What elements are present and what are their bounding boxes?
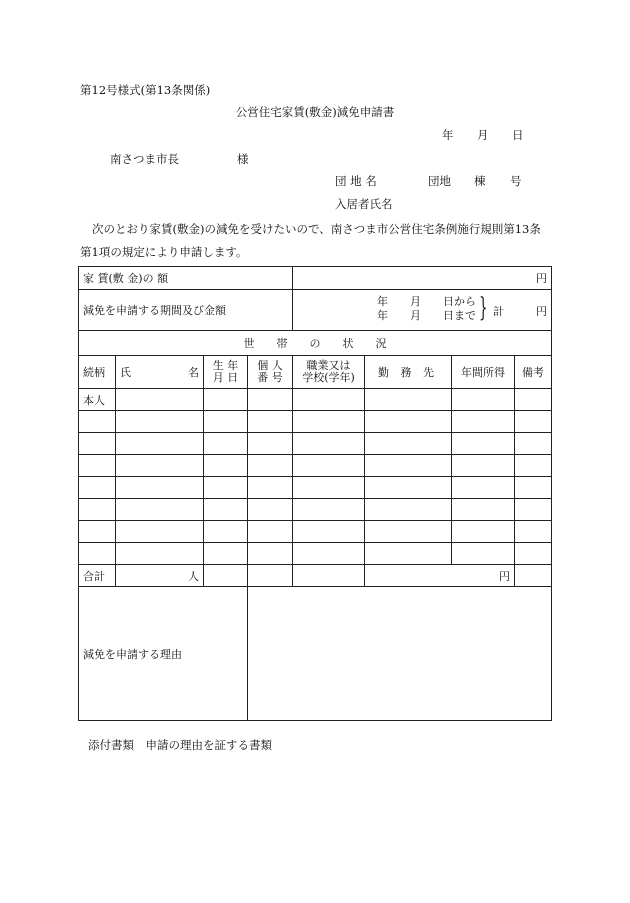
rent-amount-label: 家 賃(敷 金)の 額 <box>79 267 293 290</box>
period-to-day: 日まで <box>443 309 477 322</box>
building-label: 棟 <box>474 174 486 188</box>
col-name-right: 名 <box>188 366 199 379</box>
total-label: 計 <box>493 305 505 318</box>
danchi-name-label: 団 地 名 <box>335 174 377 188</box>
household-header-row <box>79 331 552 356</box>
col-id-top: 個 人 <box>257 359 283 372</box>
document-title: 公営住宅家賃(敷金)減免申請書 <box>235 105 395 119</box>
room-number-label: 号 <box>510 174 522 188</box>
col-workplace: 勤 務 先 <box>365 356 452 389</box>
table-row[interactable] <box>79 499 552 521</box>
reduction-period-field[interactable] <box>293 290 552 331</box>
col-name-left: 氏 <box>120 366 131 379</box>
col-birthdate <box>204 356 248 389</box>
period-dates <box>377 295 476 323</box>
reduction-period-row <box>79 290 552 331</box>
col-annual-income: 年間所得 <box>452 356 515 389</box>
col-occupation <box>293 356 365 389</box>
rent-amount-field[interactable] <box>293 267 552 290</box>
period-to-year: 年 <box>377 309 389 322</box>
reason-field[interactable] <box>248 587 552 721</box>
total-row-label: 合計 <box>79 565 116 587</box>
application-statement: 次のとおり家賃(敷金)の減免を受けたいので、南さつま市公営住宅条例施行規則第13条第1項の規定により申請します。 <box>80 222 541 259</box>
col-job-top: 職業又は <box>306 359 351 372</box>
date-year-label: 年 <box>442 128 454 142</box>
persons-unit: 人 <box>188 569 199 583</box>
date-day-label: 日 <box>512 128 524 142</box>
period-yen-unit: 円 <box>536 305 548 318</box>
period-from-day: 日から <box>443 295 477 308</box>
period-from-month: 月 <box>410 295 422 308</box>
col-birth-top: 生 年 <box>212 359 239 372</box>
resident-name-label: 入居者氏名 <box>335 197 393 211</box>
col-job-bottom: 学校(学年) <box>302 371 355 384</box>
addressee <box>110 151 249 167</box>
household-status-header: 世 帯 の 状 況 <box>79 331 552 356</box>
danchi-label: 団地 <box>428 174 451 188</box>
table-row[interactable] <box>79 433 552 455</box>
period-to-month: 月 <box>410 309 422 322</box>
mayor-title: 南さつま市長 <box>110 152 179 166</box>
reduction-period-label: 減免を申請する期間及び金額 <box>79 290 293 331</box>
brace-icon: } <box>479 293 488 323</box>
rent-amount-row <box>79 267 552 290</box>
yen-unit: 円 <box>536 272 548 285</box>
col-relation: 続柄 <box>79 356 116 389</box>
date-month-label: 月 <box>477 128 489 142</box>
column-header-row <box>79 356 552 389</box>
col-birth-bottom: 月 日 <box>212 371 239 384</box>
total-row <box>79 565 552 587</box>
table-row[interactable] <box>79 521 552 543</box>
col-remarks: 備考 <box>515 356 552 389</box>
table-row[interactable] <box>79 477 552 499</box>
relation-cell: 本人 <box>79 389 116 411</box>
total-income-cell[interactable] <box>365 565 515 587</box>
attachments-note: 添付書類 申請の理由を証する書類 <box>88 738 272 752</box>
col-personal-number <box>248 356 293 389</box>
application-table <box>78 266 552 721</box>
table-row[interactable] <box>79 411 552 433</box>
table-row[interactable] <box>79 389 552 411</box>
income-yen-unit: 円 <box>499 569 511 583</box>
reason-row <box>79 587 552 721</box>
col-name <box>116 356 204 389</box>
total-persons-cell[interactable] <box>116 565 204 587</box>
col-id-bottom: 番 号 <box>257 371 283 384</box>
form-number: 第12号様式(第13条関係) <box>80 83 211 97</box>
period-from-year: 年 <box>377 295 389 308</box>
reason-label: 減免を申請する理由 <box>79 587 248 721</box>
table-row[interactable] <box>79 543 552 565</box>
honorific: 様 <box>237 152 249 166</box>
table-row[interactable] <box>79 455 552 477</box>
